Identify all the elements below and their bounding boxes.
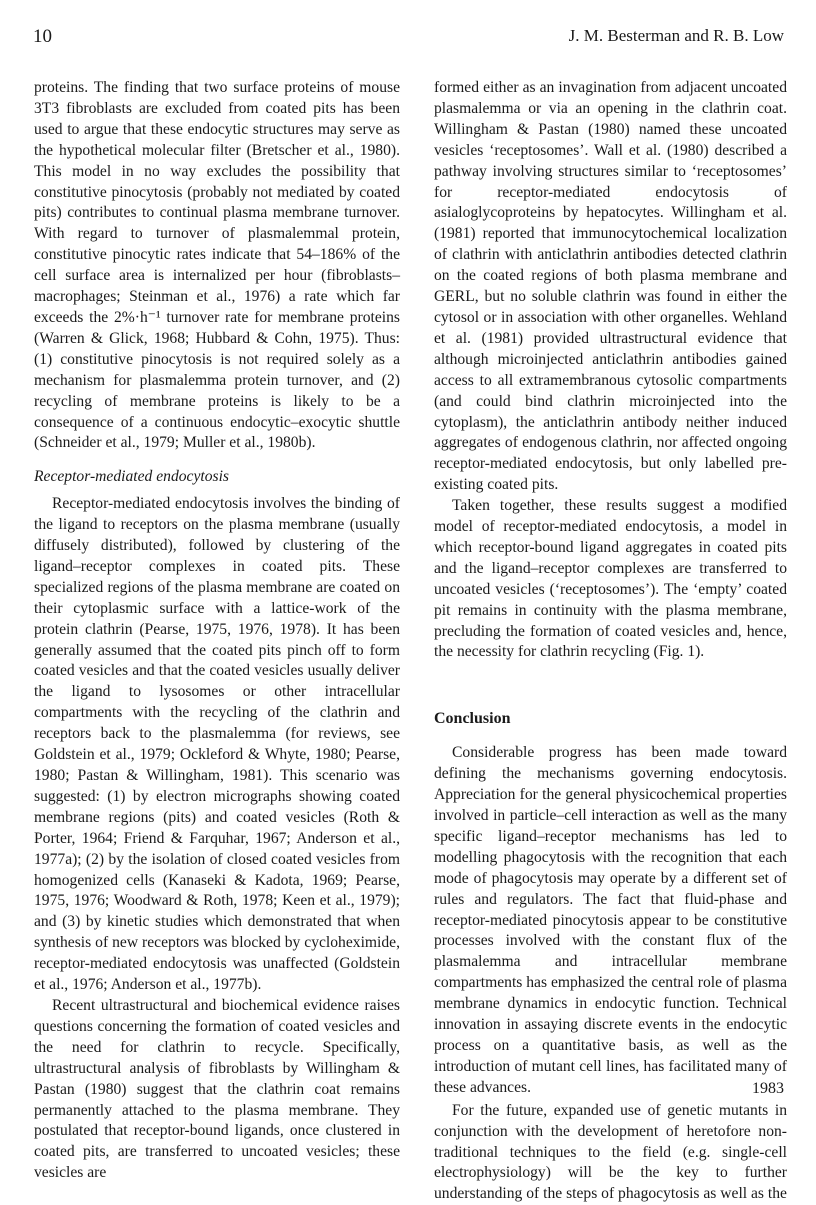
section-heading: Conclusion — [434, 710, 511, 728]
paragraph: Considerable progress has been made toward defining the mechanisms governing endocytosis. Appreciation for the general physicochemical properties involved in particle–cell interaction as well as the many specific ligand–receptor mechanisms has led to modelling phagocytosis with the recognition that each mode of phagocytosis may operate by a different set of rules and regulators. The fact that fluid-phase and receptor-mediated pinocytosis appear to be constitutive processes involved with the constant flux of the plasmalemma and intracellular membrane compartments has emphasized the central role of plasma membrane dynamics in endocytic function. Technical innovation in assaying discrete events in the endocytic process on a quantitative basis, as well as the introduction of mutant cell lines, has facilitated many of these advances. — [434, 744, 787, 1096]
page-number: 10 — [33, 26, 52, 47]
running-head-authors: J. M. Besterman and R. B. Low — [568, 26, 784, 45]
paragraph: proteins. The finding that two surface proteins of mouse 3T3 fibroblasts are excluded from coated pits has been used to argue that these endocytic structures may serve as the hypothetical molecular filter (Bretscher et al., 1980). This model in no way excludes the possibility that constitutive pinocytosis (probably not mediated by coated pits) contributes to continual plasma membrane turnover. With regard to turnover of plasmalemmal protein, constitutive pinocytic rates indicate that 54–186% of the cell surface area is internalized per hour (fibroblasts–macrophages; Steinman et al., 1976) a rate which far exceeds the 2%·h⁻¹ turnover rate for membrane proteins (Warren & Glick, 1968; Hubbard & Cohn, 1975). Thus: (1) constitutive pinocytosis is not required solely as a mechanism for plasmalemma protein turnover, and (2) recycling of membrane proteins is likely to be a consequence of a continuous endocytic–exocytic shuttle (Schneider et al., 1979; Muller et al., 1980b). — [34, 79, 400, 452]
subsection-heading: Receptor-mediated endocytosis — [34, 468, 229, 486]
paragraph: Taken together, these results suggest a modified model of receptor-mediated endocytosis, a model in which receptor-bound ligand aggregates in coated pits and the ligand–receptor complexes are transferred to uncoated vesicles (‘receptosomes’). The ‘empty’ coated pit remains in continuity with the plasma membrane, precluding the formation of coated vesicles and, hence, the necessity for clathrin recycling (Fig. 1). — [434, 497, 787, 661]
left-column — [34, 78, 400, 1184]
right-column — [434, 78, 787, 1205]
paragraph: Recent ultrastructural and biochemical evidence raises questions concerning the formation of coated vesicles and the need for clathrin to recycle. Specifically, ultrastructural analysis of fibroblasts by Willingham & Pastan (1980) suggest that the clathrin coat remains permanently attached to the plasma membrane. They postulated that receptor-bound ligands, once clustered in coated pits, are transferred to uncoated vesicles; these vesicles are — [34, 996, 400, 1182]
paragraph: Receptor-mediated endocytosis involves the binding of the ligand to receptors on the plasma membrane (usually diffusely distributed), followed by clustering of the ligand–receptor complexes in coated pits. These specialized regions of the plasma membrane are coated on their cytoplasmic surface with a lattice-work of the protein clathrin (Pearse, 1975, 1976, 1978). It has been generally assumed that the coated pits pinch off to form coated vesicles and that the coated vesicles usually deliver the ligand to lysosomes or other intracellular compartments with the recycling of the clathrin and receptors back to the plasmalemma (for reviews, see Goldstein et al., 1979; Ockleford & Whyte, 1980; Pearse, 1980; Pastan & Willingham, 1981). This scenario was suggested: (1) by electron micrographs showing coated membrane regions (pits) and coated vesicles (Roth & Porter, 1964; Friend & Farquhar, 1967; Anderson et al., 1977a); (2) by the isolation of closed coated vesicles from homogenized cells (Kanaseki & Kadota, 1969; Pearse, 1975, 1976; Woodward & Roth, 1978; Keen et al., 1979); and (3) by kinetic studies which demonstrated that when synthesis of new receptors was blocked by cycloheximide, receptor-mediated endocytosis was unaffected (Goldstein et al., 1976; Anderson et al., 1977b). — [34, 495, 400, 994]
paragraph: For the future, expanded use of genetic mutants in conjunction with the development of heretofore non-traditional techniques to the field (e.g. single-cell electrophysiology) will be the key to further understanding of the steps of phagocytosis as well as the — [434, 1101, 787, 1203]
paragraph: formed either as an invagination from adjacent uncoated plasmalemma or via an opening in the clathrin coat. Willingham & Pastan (1980) named these uncoated vesicles ‘receptosomes’. Wall et al. (1980) described a pathway involving structures similar to ‘receptosomes’ for receptor-mediated endocytosis of asialoglycoproteins by hepatocytes. Willingham et al. (1981) reported that immunocytochemical localization of clathrin with anticlathrin antibodies detected clathrin on the coated regions of both plasma membrane and GERL, but no soluble clathrin was found in either the cytosol or in association with other organelles. Wehland et al. (1981) provided ultrastructural evidence that although microinjected anticlathrin antibodies gained access to all extramembranous cytosolic compartments (and could bind clathrin microinjected into the cytoplasm), the anticlathrin antibody neither induced aggregates of endogenous clathrin, nor affected ongoing receptor-mediated endocytosis, but only labelled pre-existing coated pits. — [434, 79, 787, 494]
folio-year: 1983 — [752, 1080, 784, 1097]
